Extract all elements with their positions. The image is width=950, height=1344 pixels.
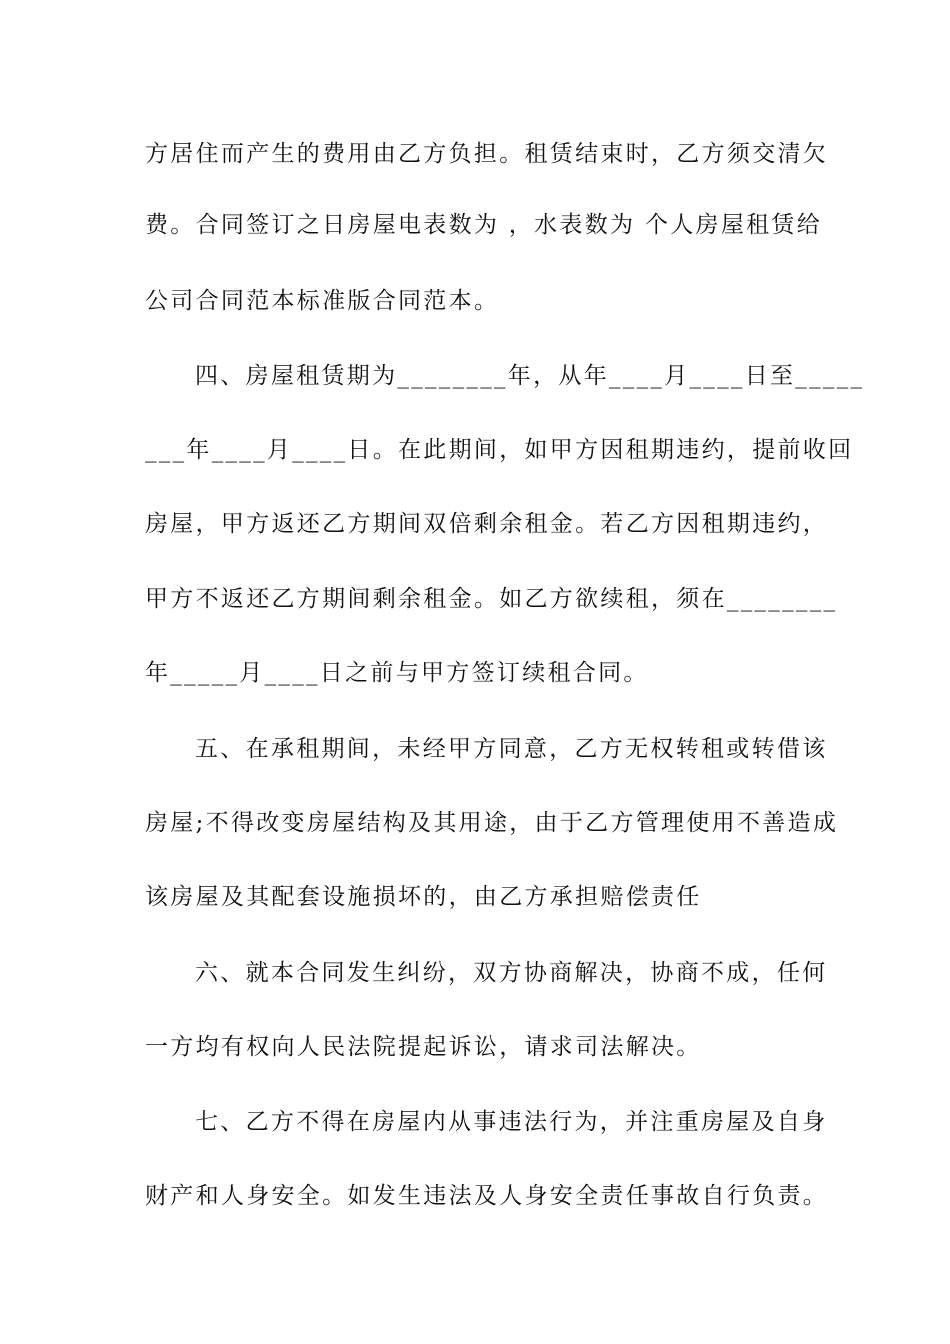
clause-five-start: 五、在承租期间，未经甲方同意，乙方无权转租或转借该 [195, 736, 828, 762]
clause-six-start: 六、就本合同发生纠纷，双方协商解决，协商不成，任何 [195, 960, 828, 986]
text-line: 费。合同签订之日房屋电表数为 ，水表数为 个人房屋租赁给 [145, 212, 823, 238]
text-line: 年_____月____日之前与甲方签订续租合同。 [145, 660, 649, 686]
clause-four-start: 四、房屋租赁期为________年，从年____月____日至_____ [195, 363, 865, 389]
text-line: 方居住而产生的费用由乙方负担。租赁结束时，乙方须交清欠 [145, 141, 829, 167]
text-line: ___年____月____日。在此期间，如甲方因租期违约，提前收回 [145, 437, 854, 463]
text-line: 一方均有权向人民法院提起诉讼，请求司法解决。 [145, 1034, 702, 1060]
text-line: 该房屋及其配套设施损坏的，由乙方承担赔偿责任 [145, 884, 702, 910]
text-line: 房屋，甲方返还乙方期间双倍剩余租金。若乙方因租期违约， [145, 511, 829, 537]
clause-seven-start: 七、乙方不得在房屋内从事违法行为，并注重房屋及自身 [195, 1109, 828, 1135]
text-line: 房屋;不得改变房屋结构及其用途，由于乙方管理使用不善造成 [145, 810, 839, 836]
text-line: 公司合同范本标准版合同范本。 [145, 288, 500, 314]
text-line: 财产和人身安全。如发生违法及人身安全责任事故自行负责。 [145, 1183, 829, 1209]
text-line: 甲方不返还乙方期间剩余租金。如乙方欲续租，须在________ [145, 586, 838, 612]
